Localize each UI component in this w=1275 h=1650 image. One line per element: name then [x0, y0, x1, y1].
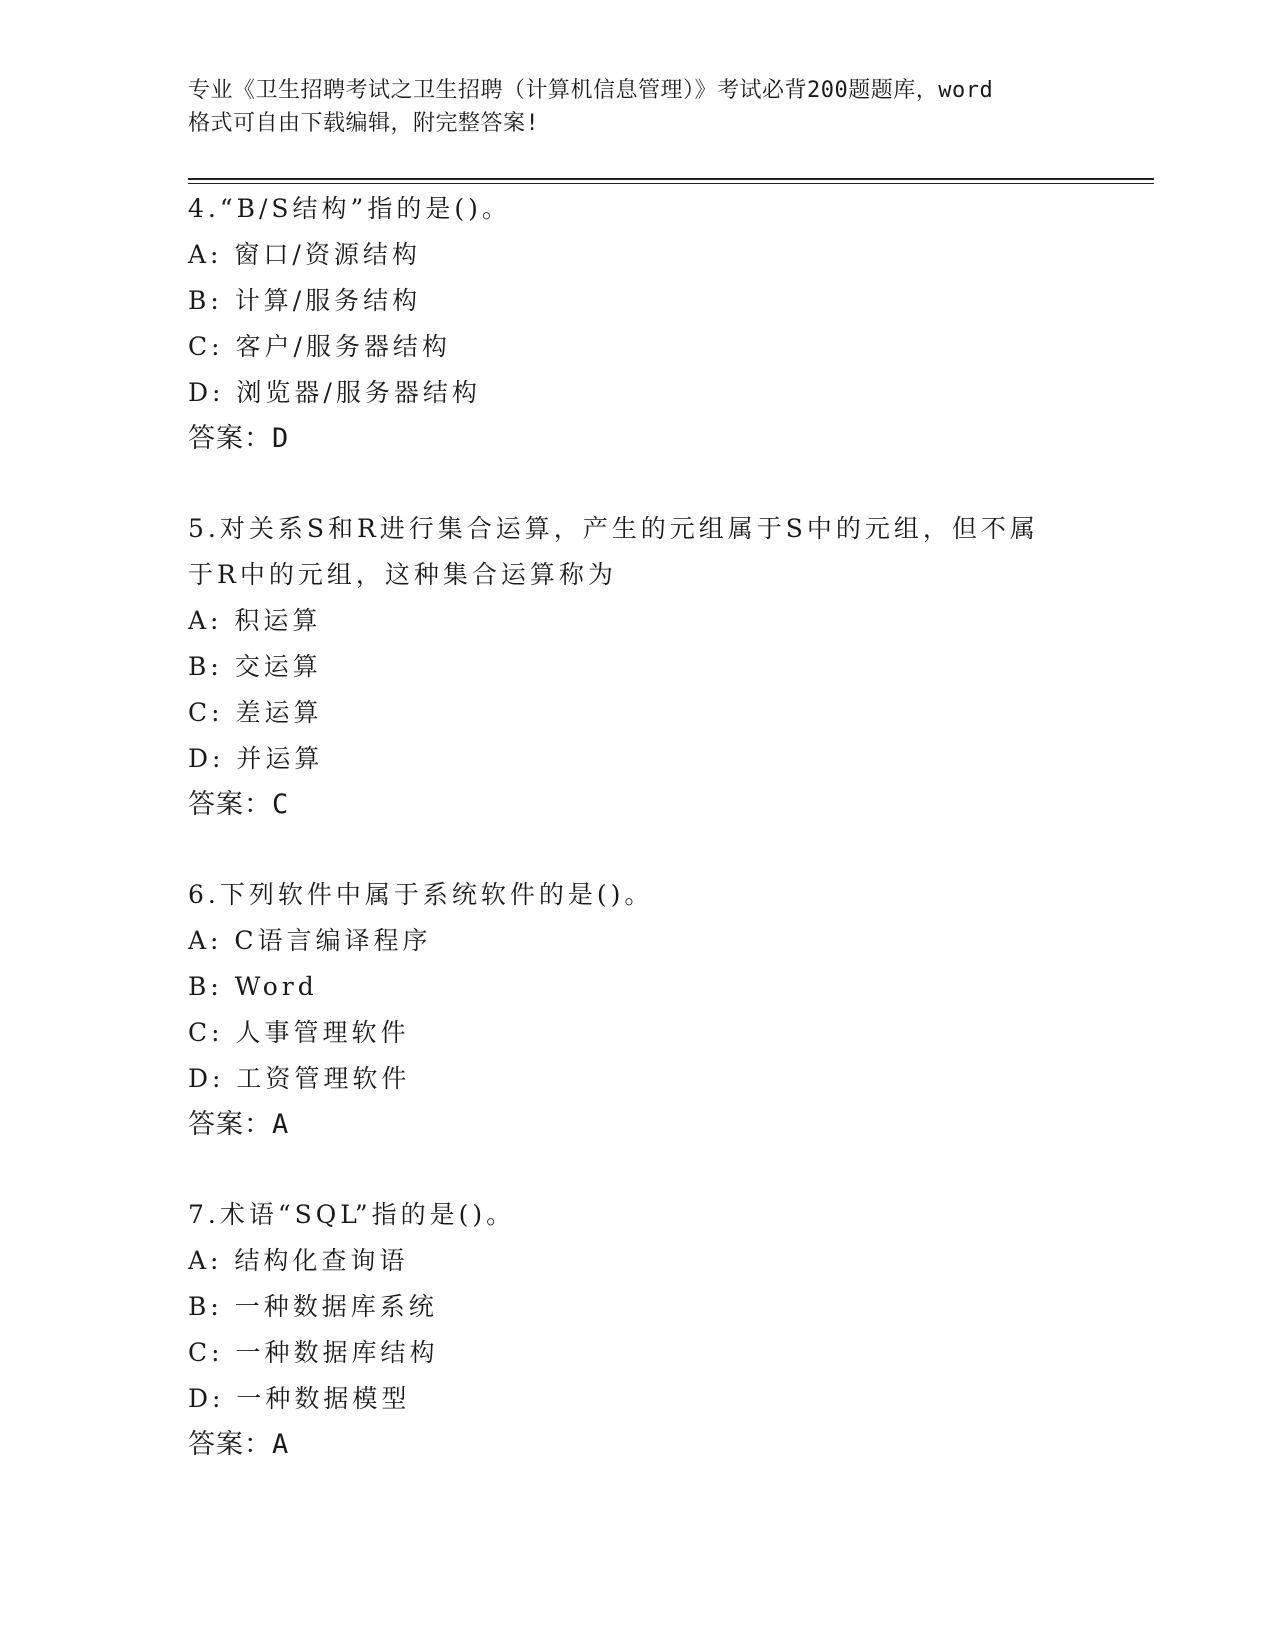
option-b: B: 计算/服务结构	[188, 286, 422, 315]
option-d: D: 工资管理软件	[188, 1064, 411, 1093]
question-7	[188, 1192, 1088, 1468]
header-divider-thick	[188, 178, 1154, 180]
question-stem-continued: 于R中的元组，这种集合运算称为	[188, 560, 617, 589]
question-5	[188, 506, 1088, 828]
question-4	[188, 186, 1088, 462]
question-spacer	[188, 828, 1088, 872]
option-a: A: 窗口/资源结构	[188, 240, 421, 269]
option-c: C: 差运算	[188, 698, 323, 727]
option-c: C: 一种数据库结构	[188, 1338, 439, 1367]
question-list	[188, 186, 1088, 1468]
question-stem: 7.术语“SQL”指的是()。	[188, 1200, 516, 1229]
question-spacer	[188, 1148, 1088, 1192]
option-d: D: 一种数据模型	[188, 1384, 411, 1413]
option-b: B: 一种数据库系统	[188, 1292, 438, 1321]
option-c: C: 客户/服务器结构	[188, 332, 451, 361]
answer-label: 答案：A	[188, 1109, 290, 1140]
question-6	[188, 872, 1088, 1148]
question-stem: 5.对关系S和R进行集合运算，产生的元组属于S中的元组，但不属	[188, 514, 1039, 543]
option-d: D: 并运算	[188, 744, 324, 773]
answer-label: 答案：C	[188, 789, 290, 820]
option-a: A: C语言编译程序	[188, 926, 432, 955]
option-b: B: 交运算	[188, 652, 322, 681]
header-line-1: 专业《卫生招聘考试之卫生招聘（计算机信息管理）》考试必背200题题库，word	[188, 78, 994, 103]
question-spacer	[188, 462, 1088, 506]
option-d: D: 浏览器/服务器结构	[188, 378, 481, 407]
option-b: B: Word	[188, 972, 318, 1001]
option-a: A: 结构化查询语	[188, 1246, 409, 1275]
answer-label: 答案：D	[188, 423, 290, 454]
question-stem: 6.下列软件中属于系统软件的是()。	[188, 880, 654, 909]
option-a: A: 积运算	[188, 606, 322, 635]
header-line-2: 格式可自由下载编辑，附完整答案!	[188, 111, 540, 136]
question-stem: 4.“B/S结构”指的是()。	[188, 194, 511, 223]
document-header	[188, 74, 1088, 140]
answer-label: 答案：A	[188, 1429, 290, 1460]
header-divider-thin	[188, 183, 1154, 184]
option-c: C: 人事管理软件	[188, 1018, 410, 1047]
